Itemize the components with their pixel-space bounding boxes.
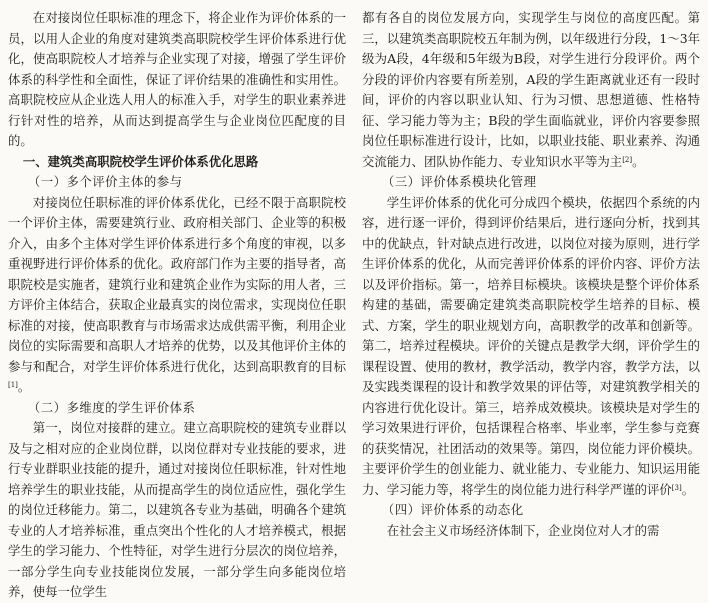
citation-2: [2] <box>622 155 633 164</box>
right-column <box>362 8 700 572</box>
citation-1: [1] <box>8 381 18 389</box>
subsection-heading-2: （二）多维度的学生评价体系 <box>27 399 196 415</box>
subsection-heading-4: （四）评价体系的动态化 <box>381 502 524 517</box>
paragraph-end: 。 <box>632 153 645 169</box>
subsection-heading-1: （一）多个评价主体的参与 <box>27 174 183 189</box>
paragraph-multiple-subjects <box>8 193 346 398</box>
paragraph-text: 对接岗位任职标准的评价体系优化，已经不限于高职院校一个评价主体，需要建筑行业、政府相关部门、企业等的积极介入，由多个主体对学生评价体系进行多个角度的审视，以多重视野进行评价体系的优化。政府部门作为主要的指导者，高职院校是实施者，建筑行业和建筑企业作为实际的用人者，三方评价主体结合，获取企业最真实的岗位需求，实现岗位任职标准的对接，使高职教育与市场需求达成供需平衡，利用企业岗位的实际需要和高职人才培养的优势，以及其他评价主体的参与和配合，对学生评价体系进行优化，达到高职教育的目标 <box>8 194 346 374</box>
paragraph-end: 。 <box>681 481 695 497</box>
section-heading: 一、建筑类高职院校学生评价体系优化思路 <box>22 153 259 169</box>
paragraph-text: 学生评价体系的优化可分成四个模块，依据四个系统的内容，进行逐一评价，得到评价结果后，进行逐向分析，找到其中的优缺点，针对缺点进行改进，以岗位对接为原则，进行学生评价体系的优化，从而完善评价体系的评价内容、评价方法以及评价指标。第一，培养目标模块。该模块是整个评价体系构建的基础，需要确定建筑类高职院校学生培养的目标、模式、方案，学生的职业规划方向，高职教学的改革和创新等。第二，培养过程模块。评价的关键点是教学大纲，评价学生的课程设置、使用的教材，教学活动，教学内容，教学方法，以及实践类课程的设计和教学效果的评估等，对建筑教学相关的内容进行优化设计。第三，培养成效模块。该模块是对学生的学习效果进行评价，包括课程合格率、毕业率，学生参与竞赛的获奖情况，社团活动的效果等。第四，岗位能力评价模块。主要评价学生的创业能力、就业能力、专业能力、知识运用能力、学习能力等，将学生的岗位能力进行科学严谨的评价 <box>362 194 700 497</box>
paragraph-multidimensional: 第一，岗位对接群的建立。建立高职院校的建筑专业群以及与之相对应的企业岗位群，以岗位群对专业技能的要求，进行专业群职业技能的提升，通过对接岗位任职标准，针对性地培养学生的职业技能，从而提高学生的岗位适应性，强化学生的岗位迁移能力。第二，以建筑各专业为基础，明确各个建筑专业的人才培养标准，重点突出个性化的人才培养模式，根据学生的学习能力、个性特征，对学生进行分层次的岗位培养，一部分学生向专业技能岗位发展，一部分学生向多能岗位培养，使每一位学生 <box>8 420 346 599</box>
paragraph-modular <box>362 193 700 501</box>
intro-paragraph: 在对接岗位任职标准的理念下，将企业作为评价体系的一员，以用人企业的角度对建筑类高职院校学生评价体系进行优化，使高职院校人才培养与企业实现了对接，增强了学生评价体系的科学性和全面性，保证了评价结果的准确性和实用性。高职院校应从企业选人用人的标准入手，对学生的职业素养进行针对性的培养，从而达到提高学生与企业岗位匹配度的目的。 <box>8 10 346 148</box>
citation-3: [3] <box>671 483 682 492</box>
left-column <box>8 8 346 599</box>
paragraph-text: 都有各自的岗位发展方向，实现学生与岗位的高度匹配。第三，以建筑类高职院校五年制为例，以年级进行分段，1～3年级为A段，4年级和5年级为B段，对学生进行分段评价。两个分段的评价内容要有所差别，A段的学生距离就业还有一段时间，评价的内容以职业认知、行为习惯、思想道德、性格特征、学习能力等为主；B段的学生面临就业，评价内容要参照岗位任职标准进行设计，比如，以职业技能、职业素养、沟通交流能力、团队协作能力、专业知识水平等为主 <box>362 10 700 169</box>
paragraph-continued <box>362 8 700 172</box>
paragraph-dynamic: 在社会主义市场经济体制下，企业岗位对人才的需 <box>386 522 660 538</box>
subsection-heading-3: （三）评价体系模块化管理 <box>381 174 537 189</box>
paragraph-end: 。 <box>17 379 31 394</box>
